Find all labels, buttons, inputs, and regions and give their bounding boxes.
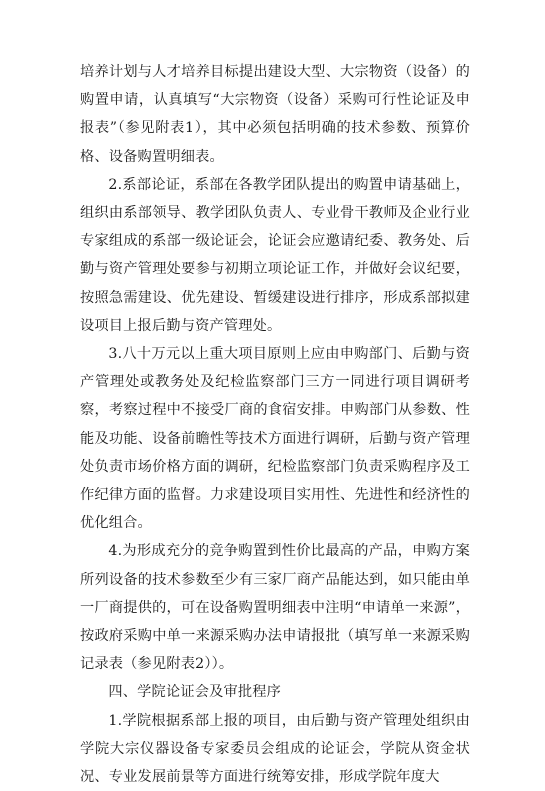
paragraph-item-4-competitive-purchase: 4.为形成充分的竞争购置到性价比最高的产品，申购方案所列设备的技术参数至少有三家厂商产品能达到，如只能由单一厂商提供的，可在设备购置明细表中注明“申请单一来源”，按政府采购中单一来源采购办法申请报批（填写单一来源采购记录表（参见附表2））。 (80, 543, 470, 673)
paragraph-continuation: 培养计划与人才培养目标提出建设大型、大宗物资（设备）的购置申请，认真填写“大宗物资（设备）采购可行性论证及申报表”（参见附表1），其中必须包括明确的技术参数、预算价格、设备购置明细表。 (80, 64, 470, 165)
paragraph-section-4-item-1: 1.学院根据系部上报的项目，由后勤与资产管理处组织由学院大宗仪器设备专家委员会组成的论证会，学院从资金状况、专业发展前景等方面进行统筹安排，形成学院年度大 (80, 712, 470, 786)
document-body (80, 58, 470, 791)
paragraph-item-2-department-review: 2.系部论证，系部在各教学团队提出的购置申请基础上，组织由系部领导、教学团队负责人、专业骨干教师及企业行业专家组成的系部一级论证会，论证会应邀请纪委、教务处、后勤与资产管理处要参与初期立项论证工作，并做好会议纪要，按照急需建设、优先建设、暂缓建设进行排序，形成系部拟建设项目上报后勤与资产管理处。 (80, 176, 470, 334)
section-heading-4: 四、学院论证会及审批程序 (108, 684, 282, 701)
paragraph-item-3-major-project-survey: 3.八十万元以上重大项目原则上应由申购部门、后勤与资产管理处或教务处及纪检监察部门三方一同进行项目调研考察，考察过程中不接受厂商的食宿安排。申购部门从参数、性能及功能、设备前瞻性等技术方面进行调研，后勤与资产管理处负责市场价格方面的调研，纪检监察部门负责采购程序及工作纪律方面的监督。力求建设项目实用性、先进性和经济性的优化组合。 (80, 346, 470, 532)
